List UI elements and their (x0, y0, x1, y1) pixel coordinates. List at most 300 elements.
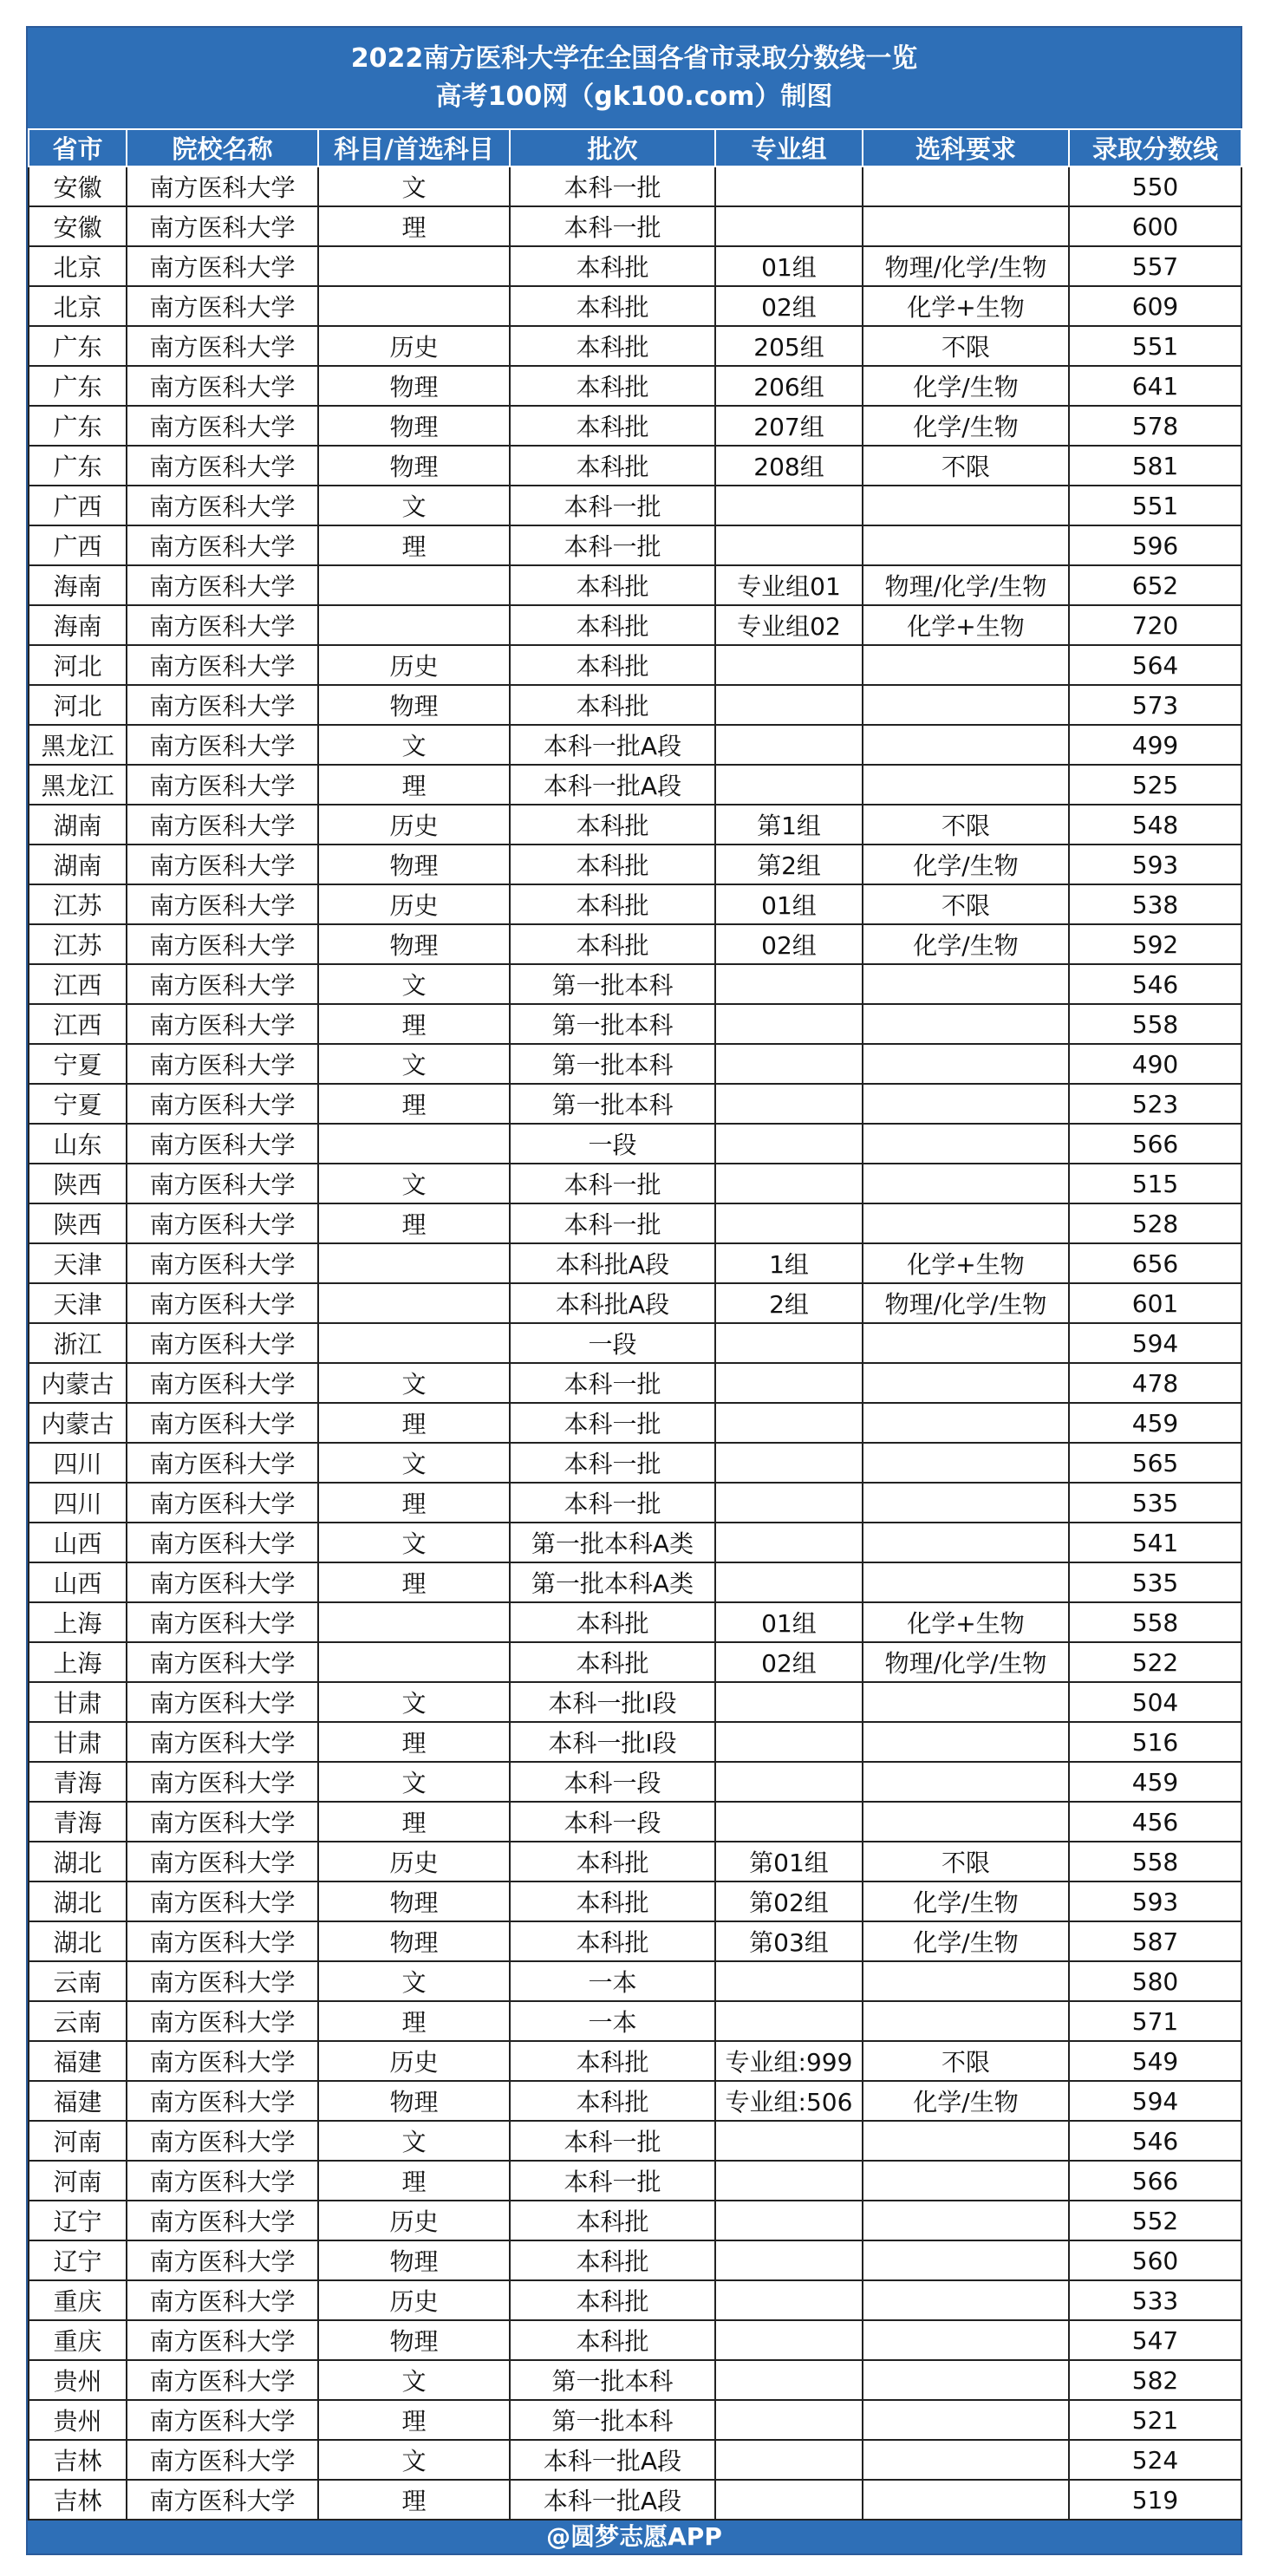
table-row (29, 1881, 1241, 1921)
province-cell: 河南 (29, 2161, 127, 2201)
province-cell: 福建 (29, 2041, 127, 2081)
school-cell: 南方医科大学 (127, 525, 318, 565)
score-cell: 528 (1069, 1203, 1241, 1243)
subject-requirement-cell (863, 1084, 1069, 1124)
subject-requirement-cell (863, 1323, 1069, 1363)
subject-cell: 文 (318, 1443, 510, 1483)
score-cell: 609 (1069, 286, 1241, 326)
table-row (29, 1762, 1241, 1802)
score-cell: 596 (1069, 525, 1241, 565)
school-cell: 南方医科大学 (127, 685, 318, 725)
subject-cell: 文 (318, 166, 510, 206)
school-cell: 南方医科大学 (127, 1243, 318, 1283)
score-cell: 519 (1069, 2480, 1241, 2520)
subject-requirement-cell (863, 1203, 1069, 1243)
province-cell: 湖南 (29, 845, 127, 884)
batch-cell: 本科批 (510, 2240, 715, 2280)
subject-requirement-cell (863, 2360, 1069, 2400)
table-row (29, 805, 1241, 845)
batch-cell: 本科批 (510, 565, 715, 605)
batch-cell: 本科批 (510, 2320, 715, 2360)
school-cell: 南方医科大学 (127, 2360, 318, 2400)
subject-requirement-cell (863, 1044, 1069, 1084)
batch-cell: 本科批 (510, 246, 715, 286)
batch-cell: 本科批 (510, 1642, 715, 1682)
province-cell: 云南 (29, 2001, 127, 2041)
major-group-cell (715, 2440, 863, 2480)
school-cell: 南方医科大学 (127, 1363, 318, 1403)
title-line-2: 高考100网（gk100.com）制图 (435, 82, 833, 112)
batch-cell: 第一批本科 (510, 964, 715, 1004)
major-group-cell (715, 525, 863, 565)
table-row (29, 1443, 1241, 1483)
school-cell: 南方医科大学 (127, 1203, 318, 1243)
subject-requirement-cell: 不限 (863, 2041, 1069, 2081)
province-cell: 江苏 (29, 924, 127, 964)
table-row (29, 2400, 1241, 2440)
table-row (29, 486, 1241, 525)
table-row (29, 1203, 1241, 1243)
province-cell: 甘肃 (29, 1722, 127, 1762)
batch-cell: 本科批 (510, 605, 715, 645)
major-group-cell: 专业组01 (715, 565, 863, 605)
major-group-cell (715, 685, 863, 725)
score-cell: 490 (1069, 1044, 1241, 1084)
score-cell: 566 (1069, 1124, 1241, 1164)
subject-cell: 文 (318, 1523, 510, 1562)
province-cell: 湖北 (29, 1921, 127, 1961)
province-cell: 福建 (29, 2081, 127, 2121)
batch-cell: 本科批 (510, 446, 715, 486)
subject-cell: 理 (318, 1802, 510, 1842)
score-cell: 525 (1069, 765, 1241, 805)
subject-requirement-cell (863, 645, 1069, 685)
province-cell: 上海 (29, 1642, 127, 1682)
subject-requirement-cell (863, 1722, 1069, 1762)
school-cell: 南方医科大学 (127, 446, 318, 486)
major-group-cell: 02组 (715, 286, 863, 326)
subject-cell (318, 1124, 510, 1164)
major-group-cell: 1组 (715, 1243, 863, 1283)
subject-cell: 物理 (318, 2240, 510, 2280)
score-cell: 535 (1069, 1483, 1241, 1523)
score-cell: 587 (1069, 1921, 1241, 1961)
subject-requirement-cell (863, 2201, 1069, 2240)
score-cell: 565 (1069, 1443, 1241, 1483)
table-row (29, 2360, 1241, 2400)
batch-cell: 本科一批 (510, 1164, 715, 1203)
subject-cell: 文 (318, 1682, 510, 1722)
batch-cell: 本科批 (510, 366, 715, 406)
major-group-cell (715, 2280, 863, 2320)
school-cell: 南方医科大学 (127, 1084, 318, 1124)
batch-cell: 一段 (510, 1124, 715, 1164)
subject-cell: 历史 (318, 2201, 510, 2240)
batch-cell: 本科一批 (510, 166, 715, 206)
province-cell: 山东 (29, 1124, 127, 1164)
subject-cell: 理 (318, 525, 510, 565)
batch-cell: 本科一批 (510, 1443, 715, 1483)
school-cell: 南方医科大学 (127, 765, 318, 805)
school-cell: 南方医科大学 (127, 605, 318, 645)
school-cell: 南方医科大学 (127, 366, 318, 406)
school-cell: 南方医科大学 (127, 645, 318, 685)
table-row (29, 1602, 1241, 1642)
subject-requirement-cell: 化学/生物 (863, 845, 1069, 884)
school-cell: 南方医科大学 (127, 924, 318, 964)
table-row (29, 765, 1241, 805)
score-cell: 593 (1069, 1881, 1241, 1921)
major-group-cell (715, 2161, 863, 2201)
subject-cell: 理 (318, 1004, 510, 1044)
batch-cell: 一本 (510, 1961, 715, 2001)
major-group-cell: 第03组 (715, 1921, 863, 1961)
column-header-major-group: 专业组 (715, 129, 863, 166)
school-cell: 南方医科大学 (127, 565, 318, 605)
major-group-cell (715, 1802, 863, 1842)
table-row (29, 2320, 1241, 2360)
batch-cell: 第一批本科A类 (510, 1562, 715, 1602)
subject-cell: 文 (318, 964, 510, 1004)
batch-cell: 本科批 (510, 2280, 715, 2320)
province-cell: 湖北 (29, 1842, 127, 1881)
column-header-subject-requirement: 选科要求 (863, 129, 1069, 166)
subject-cell: 物理 (318, 406, 510, 446)
table-row (29, 845, 1241, 884)
subject-cell: 历史 (318, 645, 510, 685)
table-row (29, 1164, 1241, 1203)
table-row (29, 246, 1241, 286)
batch-cell: 本科批 (510, 326, 715, 366)
major-group-cell: 第01组 (715, 1842, 863, 1881)
major-group-cell: 207组 (715, 406, 863, 446)
subject-requirement-cell (863, 486, 1069, 525)
major-group-cell (715, 1762, 863, 1802)
major-group-cell (715, 2240, 863, 2280)
score-cell: 566 (1069, 2161, 1241, 2201)
table-row (29, 565, 1241, 605)
batch-cell: 本科批 (510, 884, 715, 924)
province-cell: 黑龙江 (29, 765, 127, 805)
subject-requirement-cell: 不限 (863, 1842, 1069, 1881)
score-cell: 478 (1069, 1363, 1241, 1403)
table-row (29, 2041, 1241, 2081)
school-cell: 南方医科大学 (127, 1483, 318, 1523)
subject-cell: 理 (318, 2001, 510, 2041)
score-cell: 522 (1069, 1642, 1241, 1682)
school-cell: 南方医科大学 (127, 884, 318, 924)
subject-cell: 历史 (318, 2041, 510, 2081)
table-row (29, 446, 1241, 486)
subject-cell: 理 (318, 2161, 510, 2201)
school-cell: 南方医科大学 (127, 1921, 318, 1961)
school-cell: 南方医科大学 (127, 2480, 318, 2520)
score-cell: 592 (1069, 924, 1241, 964)
batch-cell: 本科一段 (510, 1762, 715, 1802)
major-group-cell (715, 1961, 863, 2001)
subject-requirement-cell (863, 1562, 1069, 1602)
province-cell: 贵州 (29, 2400, 127, 2440)
score-cell: 515 (1069, 1164, 1241, 1203)
batch-cell: 本科一批 (510, 486, 715, 525)
batch-cell: 本科批 (510, 2201, 715, 2240)
school-cell: 南方医科大学 (127, 206, 318, 246)
batch-cell: 本科一批A段 (510, 2480, 715, 2520)
subject-cell: 物理 (318, 366, 510, 406)
subject-cell: 文 (318, 2360, 510, 2400)
batch-cell: 本科批A段 (510, 1243, 715, 1283)
score-cell: 580 (1069, 1961, 1241, 2001)
major-group-cell (715, 1164, 863, 1203)
major-group-cell: 专业组:999 (715, 2041, 863, 2081)
subject-requirement-cell (863, 1483, 1069, 1523)
school-cell: 南方医科大学 (127, 166, 318, 206)
subject-cell: 文 (318, 1164, 510, 1203)
table-row (29, 2280, 1241, 2320)
subject-requirement-cell: 化学/生物 (863, 1921, 1069, 1961)
table-row (29, 286, 1241, 326)
score-cell: 524 (1069, 2440, 1241, 2480)
province-cell: 上海 (29, 1602, 127, 1642)
score-cell: 557 (1069, 246, 1241, 286)
province-cell: 浙江 (29, 1323, 127, 1363)
table-row (29, 964, 1241, 1004)
subject-cell: 文 (318, 2440, 510, 2480)
score-cell: 547 (1069, 2320, 1241, 2360)
school-cell: 南方医科大学 (127, 2081, 318, 2121)
table-row (29, 1403, 1241, 1443)
province-cell: 内蒙古 (29, 1403, 127, 1443)
subject-requirement-cell: 物理/化学/生物 (863, 1642, 1069, 1682)
batch-cell: 本科批 (510, 924, 715, 964)
footer-credit: @圆梦志愿APP (28, 2521, 1241, 2553)
subject-requirement-cell (863, 1443, 1069, 1483)
batch-cell: 第一批本科 (510, 1044, 715, 1084)
subject-requirement-cell (863, 1682, 1069, 1722)
province-cell: 贵州 (29, 2360, 127, 2400)
column-header-subject: 科目/首选科目 (318, 129, 510, 166)
table-row (29, 2121, 1241, 2161)
score-cell: 720 (1069, 605, 1241, 645)
score-cell: 656 (1069, 1243, 1241, 1283)
school-cell: 南方医科大学 (127, 2001, 318, 2041)
school-cell: 南方医科大学 (127, 2041, 318, 2081)
school-cell: 南方医科大学 (127, 326, 318, 366)
subject-requirement-cell (863, 2121, 1069, 2161)
score-cell: 499 (1069, 725, 1241, 765)
school-cell: 南方医科大学 (127, 1283, 318, 1323)
subject-requirement-cell: 物理/化学/生物 (863, 565, 1069, 605)
subject-requirement-cell (863, 2161, 1069, 2201)
subject-cell: 物理 (318, 2081, 510, 2121)
score-cell: 581 (1069, 446, 1241, 486)
subject-requirement-cell: 化学/生物 (863, 406, 1069, 446)
subject-requirement-cell (863, 1004, 1069, 1044)
score-cell: 582 (1069, 2360, 1241, 2400)
school-cell: 南方医科大学 (127, 845, 318, 884)
subject-requirement-cell (863, 2400, 1069, 2440)
score-cell: 594 (1069, 2081, 1241, 2121)
subject-cell: 文 (318, 1961, 510, 2001)
score-cell: 523 (1069, 1084, 1241, 1124)
table-row (29, 366, 1241, 406)
subject-cell: 理 (318, 1203, 510, 1243)
table-row (29, 1562, 1241, 1602)
subject-requirement-cell (863, 2480, 1069, 2520)
major-group-cell: 01组 (715, 1602, 863, 1642)
table-row (29, 924, 1241, 964)
school-cell: 南方医科大学 (127, 1044, 318, 1084)
subject-requirement-cell: 化学+生物 (863, 605, 1069, 645)
subject-requirement-cell: 化学/生物 (863, 2081, 1069, 2121)
batch-cell: 本科批 (510, 1842, 715, 1881)
province-cell: 广西 (29, 486, 127, 525)
score-cell: 459 (1069, 1403, 1241, 1443)
major-group-cell (715, 1483, 863, 1523)
table-row (29, 1124, 1241, 1164)
batch-cell: 本科一批 (510, 1203, 715, 1243)
province-cell: 海南 (29, 605, 127, 645)
score-cell: 552 (1069, 2201, 1241, 2240)
school-cell: 南方医科大学 (127, 1762, 318, 1802)
major-group-cell (715, 725, 863, 765)
score-cell: 573 (1069, 685, 1241, 725)
school-cell: 南方医科大学 (127, 2240, 318, 2280)
score-cell: 541 (1069, 1523, 1241, 1562)
score-cell: 516 (1069, 1722, 1241, 1762)
province-cell: 天津 (29, 1243, 127, 1283)
major-group-cell (715, 2001, 863, 2041)
subject-requirement-cell: 化学+生物 (863, 1243, 1069, 1283)
subject-cell: 文 (318, 486, 510, 525)
subject-requirement-cell: 化学/生物 (863, 1881, 1069, 1921)
column-header-score: 录取分数线 (1069, 129, 1241, 166)
school-cell: 南方医科大学 (127, 805, 318, 845)
major-group-cell (715, 2480, 863, 2520)
subject-cell: 理 (318, 206, 510, 246)
table-row (29, 1722, 1241, 1762)
subject-cell: 文 (318, 1762, 510, 1802)
major-group-cell: 02组 (715, 1642, 863, 1682)
school-cell: 南方医科大学 (127, 1642, 318, 1682)
subject-requirement-cell: 化学/生物 (863, 924, 1069, 964)
table-row (29, 2440, 1241, 2480)
subject-requirement-cell (863, 2240, 1069, 2280)
batch-cell: 第一批本科 (510, 1084, 715, 1124)
score-cell: 549 (1069, 2041, 1241, 2081)
score-cell: 560 (1069, 2240, 1241, 2280)
subject-requirement-cell (863, 2440, 1069, 2480)
score-cell: 641 (1069, 366, 1241, 406)
major-group-cell (715, 1203, 863, 1243)
subject-requirement-cell (863, 1164, 1069, 1203)
major-group-cell (715, 1004, 863, 1044)
score-cell: 593 (1069, 845, 1241, 884)
batch-cell: 本科一批 (510, 1363, 715, 1403)
school-cell: 南方医科大学 (127, 1602, 318, 1642)
subject-cell: 物理 (318, 845, 510, 884)
table-row (29, 1961, 1241, 2001)
province-cell: 黑龙江 (29, 725, 127, 765)
province-cell: 山西 (29, 1523, 127, 1562)
school-cell: 南方医科大学 (127, 1842, 318, 1881)
major-group-cell (715, 1403, 863, 1443)
table-row (29, 645, 1241, 685)
table-row (29, 1243, 1241, 1283)
subject-cell (318, 605, 510, 645)
subject-cell: 物理 (318, 1881, 510, 1921)
school-cell: 南方医科大学 (127, 1004, 318, 1044)
province-cell: 广东 (29, 446, 127, 486)
province-cell: 陕西 (29, 1203, 127, 1243)
batch-cell: 本科批 (510, 2041, 715, 2081)
score-cell: 558 (1069, 1004, 1241, 1044)
province-cell: 安徽 (29, 206, 127, 246)
province-cell: 云南 (29, 1961, 127, 2001)
province-cell: 海南 (29, 565, 127, 605)
subject-cell: 理 (318, 1084, 510, 1124)
major-group-cell (715, 1084, 863, 1124)
school-cell: 南方医科大学 (127, 1403, 318, 1443)
table-row (29, 406, 1241, 446)
province-cell: 内蒙古 (29, 1363, 127, 1403)
subject-cell: 文 (318, 1363, 510, 1403)
table-row (29, 605, 1241, 645)
score-cell: 652 (1069, 565, 1241, 605)
subject-requirement-cell (863, 964, 1069, 1004)
school-cell: 南方医科大学 (127, 246, 318, 286)
score-cell: 600 (1069, 206, 1241, 246)
school-cell: 南方医科大学 (127, 286, 318, 326)
score-cell: 535 (1069, 1562, 1241, 1602)
province-cell: 四川 (29, 1443, 127, 1483)
score-cell: 571 (1069, 2001, 1241, 2041)
table-row (29, 2240, 1241, 2280)
subject-cell: 物理 (318, 446, 510, 486)
table-row (29, 1323, 1241, 1363)
admission-score-sheet (26, 26, 1242, 2555)
school-cell: 南方医科大学 (127, 1323, 318, 1363)
table-row (29, 1921, 1241, 1961)
table-row (29, 1842, 1241, 1881)
score-cell: 548 (1069, 805, 1241, 845)
school-cell: 南方医科大学 (127, 1124, 318, 1164)
subject-cell: 理 (318, 1722, 510, 1762)
batch-cell: 本科批A段 (510, 1283, 715, 1323)
school-cell: 南方医科大学 (127, 2121, 318, 2161)
major-group-cell: 2组 (715, 1283, 863, 1323)
score-table (28, 128, 1242, 2521)
batch-cell: 本科批 (510, 805, 715, 845)
table-body (29, 166, 1241, 2520)
subject-cell: 文 (318, 1044, 510, 1084)
province-cell: 辽宁 (29, 2240, 127, 2280)
province-cell: 天津 (29, 1283, 127, 1323)
subject-requirement-cell (863, 765, 1069, 805)
batch-cell: 本科批 (510, 1881, 715, 1921)
province-cell: 甘肃 (29, 1682, 127, 1722)
major-group-cell (715, 2320, 863, 2360)
school-cell: 南方医科大学 (127, 1722, 318, 1762)
score-cell: 551 (1069, 326, 1241, 366)
province-cell: 陕西 (29, 1164, 127, 1203)
score-cell: 594 (1069, 1323, 1241, 1363)
major-group-cell: 专业组:506 (715, 2081, 863, 2121)
province-cell: 辽宁 (29, 2201, 127, 2240)
province-cell: 江苏 (29, 884, 127, 924)
batch-cell: 本科一批 (510, 2161, 715, 2201)
subject-cell: 理 (318, 2480, 510, 2520)
